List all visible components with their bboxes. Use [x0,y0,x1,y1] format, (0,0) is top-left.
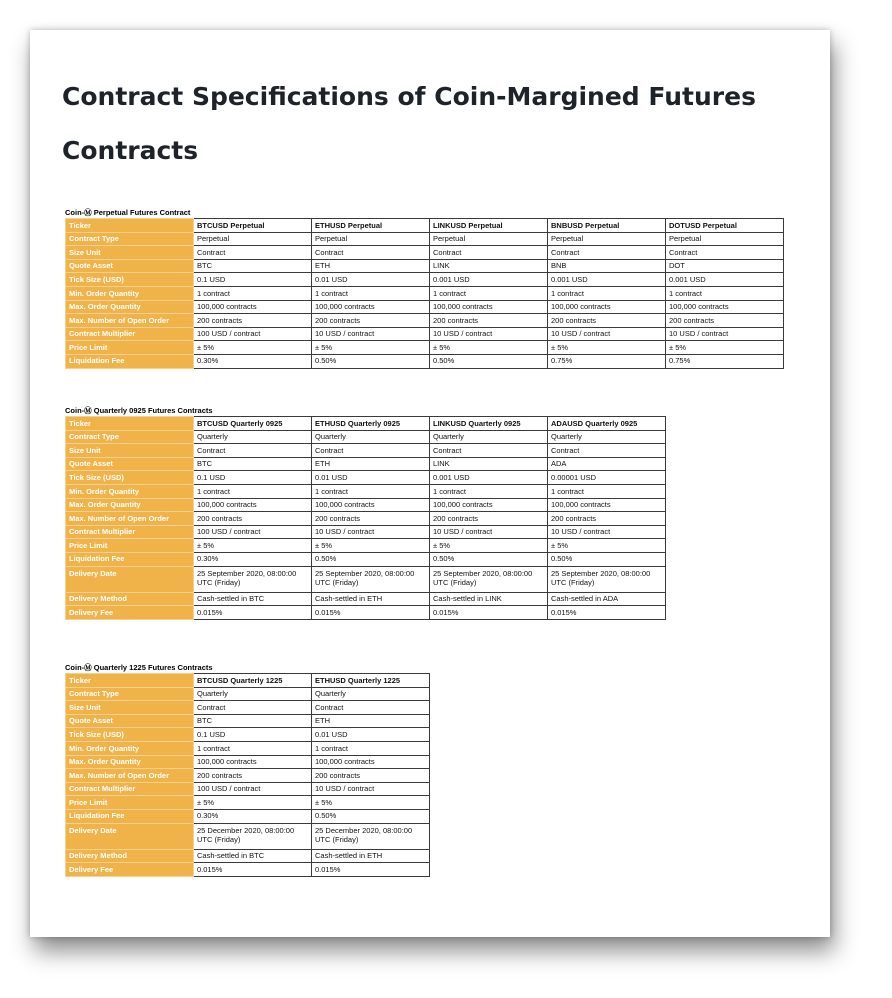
row-label: Max. Number of Open Order [66,512,194,526]
table-cell: 10 USD / contract [312,525,430,539]
table-cell: 200 contracts [312,512,430,526]
table-cell: 25 December 2020, 08:00:00 UTC (Friday) [312,823,430,849]
table-cell: 0.1 USD [194,471,312,485]
row-label: Tick Size (USD) [66,471,194,485]
table-cell: ETH [312,714,430,728]
table-cell: ± 5% [312,341,430,355]
table-cell: ± 5% [430,341,548,355]
table-cell: 1 contract [666,286,784,300]
table-cell: 0.50% [430,354,548,368]
table-cell: 1 contract [312,286,430,300]
table-row [66,457,666,471]
table-cell: Perpetual [666,232,784,246]
quarterly-1225-section [65,663,430,877]
table-cell: 25 September 2020, 08:00:00 UTC (Friday) [548,566,666,592]
table-cell: 0.015% [312,863,430,877]
table-cell: 10 USD / contract [548,327,666,341]
row-label: Tick Size (USD) [66,273,194,287]
row-label-ticker: Ticker [66,219,194,233]
table-row [66,741,430,755]
row-label: Size Unit [66,701,194,715]
column-header: ETHUSD Quarterly 0925 [312,417,430,431]
table-cell: 1 contract [430,484,548,498]
table-cell: 0.015% [194,606,312,620]
table-cell: 100,000 contracts [548,498,666,512]
quarterly-1225-spec-table [65,673,430,877]
table-row [66,354,784,368]
quarterly-0925-spec-table [65,416,666,620]
table-cell: 1 contract [430,286,548,300]
table-header-row [66,674,430,688]
row-label: Max. Order Quantity [66,755,194,769]
row-label: Liquidation Fee [66,354,194,368]
row-label: Liquidation Fee [66,552,194,566]
table-cell: ± 5% [430,539,548,553]
table-cell: 1 contract [312,484,430,498]
table-cell: Contract [194,444,312,458]
table-row [66,232,784,246]
table-cell: ± 5% [194,539,312,553]
table-cell: 25 December 2020, 08:00:00 UTC (Friday) [194,823,312,849]
table-row [66,606,666,620]
table-row [66,714,430,728]
perpetual-section [65,208,784,369]
table-row [66,246,784,260]
table-cell: 100,000 contracts [666,300,784,314]
table-cell: 1 contract [194,741,312,755]
table-cell: 0.00001 USD [548,471,666,485]
table-row [66,539,666,553]
table-cell: 0.01 USD [312,728,430,742]
row-label: Contract Multiplier [66,327,194,341]
row-label: Quote Asset [66,714,194,728]
table-cell: Contract [312,701,430,715]
perpetual-spec-table [65,218,784,369]
row-label: Max. Order Quantity [66,300,194,314]
row-label: Delivery Method [66,592,194,606]
row-label: Min. Order Quantity [66,484,194,498]
table-cell: 100,000 contracts [194,300,312,314]
table-cell: Quarterly [194,430,312,444]
row-label: Delivery Method [66,849,194,863]
row-label: Max. Number of Open Order [66,314,194,328]
table-row [66,341,784,355]
table-cell: 0.50% [548,552,666,566]
table-cell: 200 contracts [194,512,312,526]
table-cell: Contract [430,444,548,458]
table-cell: 0.001 USD [548,273,666,287]
table-cell: 100,000 contracts [548,300,666,314]
table-cell: 200 contracts [666,314,784,328]
table-cell: 200 contracts [312,769,430,783]
table-cell: Quarterly [312,687,430,701]
table-cell: Perpetual [430,232,548,246]
table-cell: Quarterly [548,430,666,444]
table-row [66,552,666,566]
table-row [66,728,430,742]
row-label: Price Limit [66,796,194,810]
table-row [66,259,784,273]
table-cell: ETH [312,457,430,471]
column-header: BTCUSD Quarterly 1225 [194,674,312,688]
table-header-row [66,417,666,431]
table-cell: 10 USD / contract [430,525,548,539]
table-cell: 100,000 contracts [312,498,430,512]
column-header: BTCUSD Quarterly 0925 [194,417,312,431]
table-cell: 0.01 USD [312,273,430,287]
table-cell: 100,000 contracts [430,300,548,314]
table-cell: LINK [430,457,548,471]
table-row [66,444,666,458]
table-row [66,512,666,526]
table-cell: Cash-settled in LINK [430,592,548,606]
table-cell: 0.75% [548,354,666,368]
quarterly-0925-section [65,406,666,620]
document-card [30,30,830,937]
row-label: Delivery Date [66,566,194,592]
table-cell: Cash-settled in ADA [548,592,666,606]
table-cell: 100,000 contracts [430,498,548,512]
table-cell: ± 5% [194,796,312,810]
table-cell: Perpetual [194,232,312,246]
table-cell: 0.30% [194,552,312,566]
table-cell: 10 USD / contract [430,327,548,341]
table-cell: 0.50% [312,354,430,368]
table-cell: 0.30% [194,809,312,823]
table-cell: ± 5% [548,539,666,553]
table-row [66,863,430,877]
page-title: Contract Specifications of Coin-Margined Futures Contracts [62,82,756,165]
row-label: Liquidation Fee [66,809,194,823]
section-title: Coin-Ⓜ Quarterly 0925 Futures Contracts [65,406,213,415]
table-cell: 1 contract [194,484,312,498]
table-cell: Contract [194,701,312,715]
row-label: Delivery Fee [66,606,194,620]
row-label: Quote Asset [66,259,194,273]
table-header-row [66,219,784,233]
table-cell: 25 September 2020, 08:00:00 UTC (Friday) [194,566,312,592]
table-cell: Cash-settled in BTC [194,592,312,606]
table-cell: 200 contracts [194,769,312,783]
table-cell: Contract [548,246,666,260]
table-cell: Perpetual [312,232,430,246]
table-cell: Quarterly [194,687,312,701]
table-cell: 100,000 contracts [312,300,430,314]
table-row [66,592,666,606]
table-cell: 1 contract [312,741,430,755]
table-cell: 0.001 USD [430,471,548,485]
table-row [66,796,430,810]
table-cell: Contract [194,246,312,260]
table-cell: ± 5% [666,341,784,355]
table-row [66,755,430,769]
table-cell: ± 5% [312,796,430,810]
row-label: Max. Number of Open Order [66,769,194,783]
column-header: ETHUSD Quarterly 1225 [312,674,430,688]
table-row [66,769,430,783]
table-cell: 25 September 2020, 08:00:00 UTC (Friday) [312,566,430,592]
column-header: BNBUSD Perpetual [548,219,666,233]
table-row [66,498,666,512]
table-cell: 10 USD / contract [548,525,666,539]
table-cell: 0.50% [312,552,430,566]
table-cell: 100,000 contracts [194,498,312,512]
table-cell: 200 contracts [312,314,430,328]
table-cell: 200 contracts [548,512,666,526]
row-label: Contract Multiplier [66,525,194,539]
table-cell: ETH [312,259,430,273]
row-label-ticker: Ticker [66,417,194,431]
row-label: Price Limit [66,341,194,355]
table-cell: 200 contracts [430,314,548,328]
row-label: Contract Type [66,232,194,246]
table-cell: 10 USD / contract [312,327,430,341]
table-row [66,823,430,849]
table-cell: 0.015% [312,606,430,620]
table-cell: 0.01 USD [312,471,430,485]
table-cell: 100,000 contracts [312,755,430,769]
table-cell: BTC [194,259,312,273]
table-row [66,701,430,715]
table-cell: Contract [312,444,430,458]
table-row [66,809,430,823]
table-cell: 0.30% [194,354,312,368]
table-cell: 0.015% [430,606,548,620]
table-cell: 100 USD / contract [194,327,312,341]
column-header: LINKUSD Perpetual [430,219,548,233]
table-row [66,484,666,498]
table-cell: Contract [430,246,548,260]
table-cell: ± 5% [312,539,430,553]
row-label: Contract Multiplier [66,782,194,796]
section-title: Coin-Ⓜ Perpetual Futures Contract [65,208,191,217]
table-row [66,849,430,863]
table-cell: 0.50% [312,809,430,823]
table-cell: Cash-settled in ETH [312,592,430,606]
table-row [66,566,666,592]
table-row [66,471,666,485]
table-row [66,782,430,796]
table-cell: Contract [666,246,784,260]
table-cell: Contract [312,246,430,260]
row-label: Delivery Date [66,823,194,849]
table-cell: 0.75% [666,354,784,368]
column-header: LINKUSD Quarterly 0925 [430,417,548,431]
row-label: Contract Type [66,687,194,701]
table-row [66,327,784,341]
column-header: ADAUSD Quarterly 0925 [548,417,666,431]
table-cell: 1 contract [548,484,666,498]
row-label: Size Unit [66,444,194,458]
table-cell: ADA [548,457,666,471]
table-cell: BNB [548,259,666,273]
row-label: Max. Order Quantity [66,498,194,512]
table-cell: 0.001 USD [666,273,784,287]
column-header: ETHUSD Perpetual [312,219,430,233]
table-cell: Quarterly [312,430,430,444]
table-cell: BTC [194,457,312,471]
section-title: Coin-Ⓜ Quarterly 1225 Futures Contracts [65,663,213,672]
row-label: Tick Size (USD) [66,728,194,742]
row-label: Min. Order Quantity [66,741,194,755]
table-cell: 0.1 USD [194,728,312,742]
table-cell: 0.50% [430,552,548,566]
table-cell: 100 USD / contract [194,782,312,796]
table-cell: ± 5% [548,341,666,355]
table-cell: LINK [430,259,548,273]
table-cell: 0.015% [548,606,666,620]
table-cell: 200 contracts [194,314,312,328]
table-cell: Contract [548,444,666,458]
row-label: Delivery Fee [66,863,194,877]
table-cell: 200 contracts [548,314,666,328]
table-row [66,300,784,314]
table-cell: Quarterly [430,430,548,444]
table-cell: Cash-settled in ETH [312,849,430,863]
table-cell: 100 USD / contract [194,525,312,539]
table-cell: BTC [194,714,312,728]
table-cell: 0.001 USD [430,273,548,287]
row-label: Size Unit [66,246,194,260]
table-cell: Perpetual [548,232,666,246]
table-cell: Cash-settled in BTC [194,849,312,863]
row-label-ticker: Ticker [66,674,194,688]
table-cell: 1 contract [194,286,312,300]
table-row [66,687,430,701]
column-header: DOTUSD Perpetual [666,219,784,233]
row-label: Contract Type [66,430,194,444]
row-label: Price Limit [66,539,194,553]
table-row [66,314,784,328]
table-cell: 0.1 USD [194,273,312,287]
table-cell: 10 USD / contract [312,782,430,796]
row-label: Quote Asset [66,457,194,471]
table-cell: DOT [666,259,784,273]
column-header: BTCUSD Perpetual [194,219,312,233]
table-row [66,286,784,300]
table-cell: 1 contract [548,286,666,300]
table-cell: 100,000 contracts [194,755,312,769]
table-row [66,430,666,444]
table-cell: ± 5% [194,341,312,355]
table-cell: 25 September 2020, 08:00:00 UTC (Friday) [430,566,548,592]
table-cell: 10 USD / contract [666,327,784,341]
table-cell: 0.015% [194,863,312,877]
table-row [66,273,784,287]
row-label: Min. Order Quantity [66,286,194,300]
table-row [66,525,666,539]
table-cell: 200 contracts [430,512,548,526]
